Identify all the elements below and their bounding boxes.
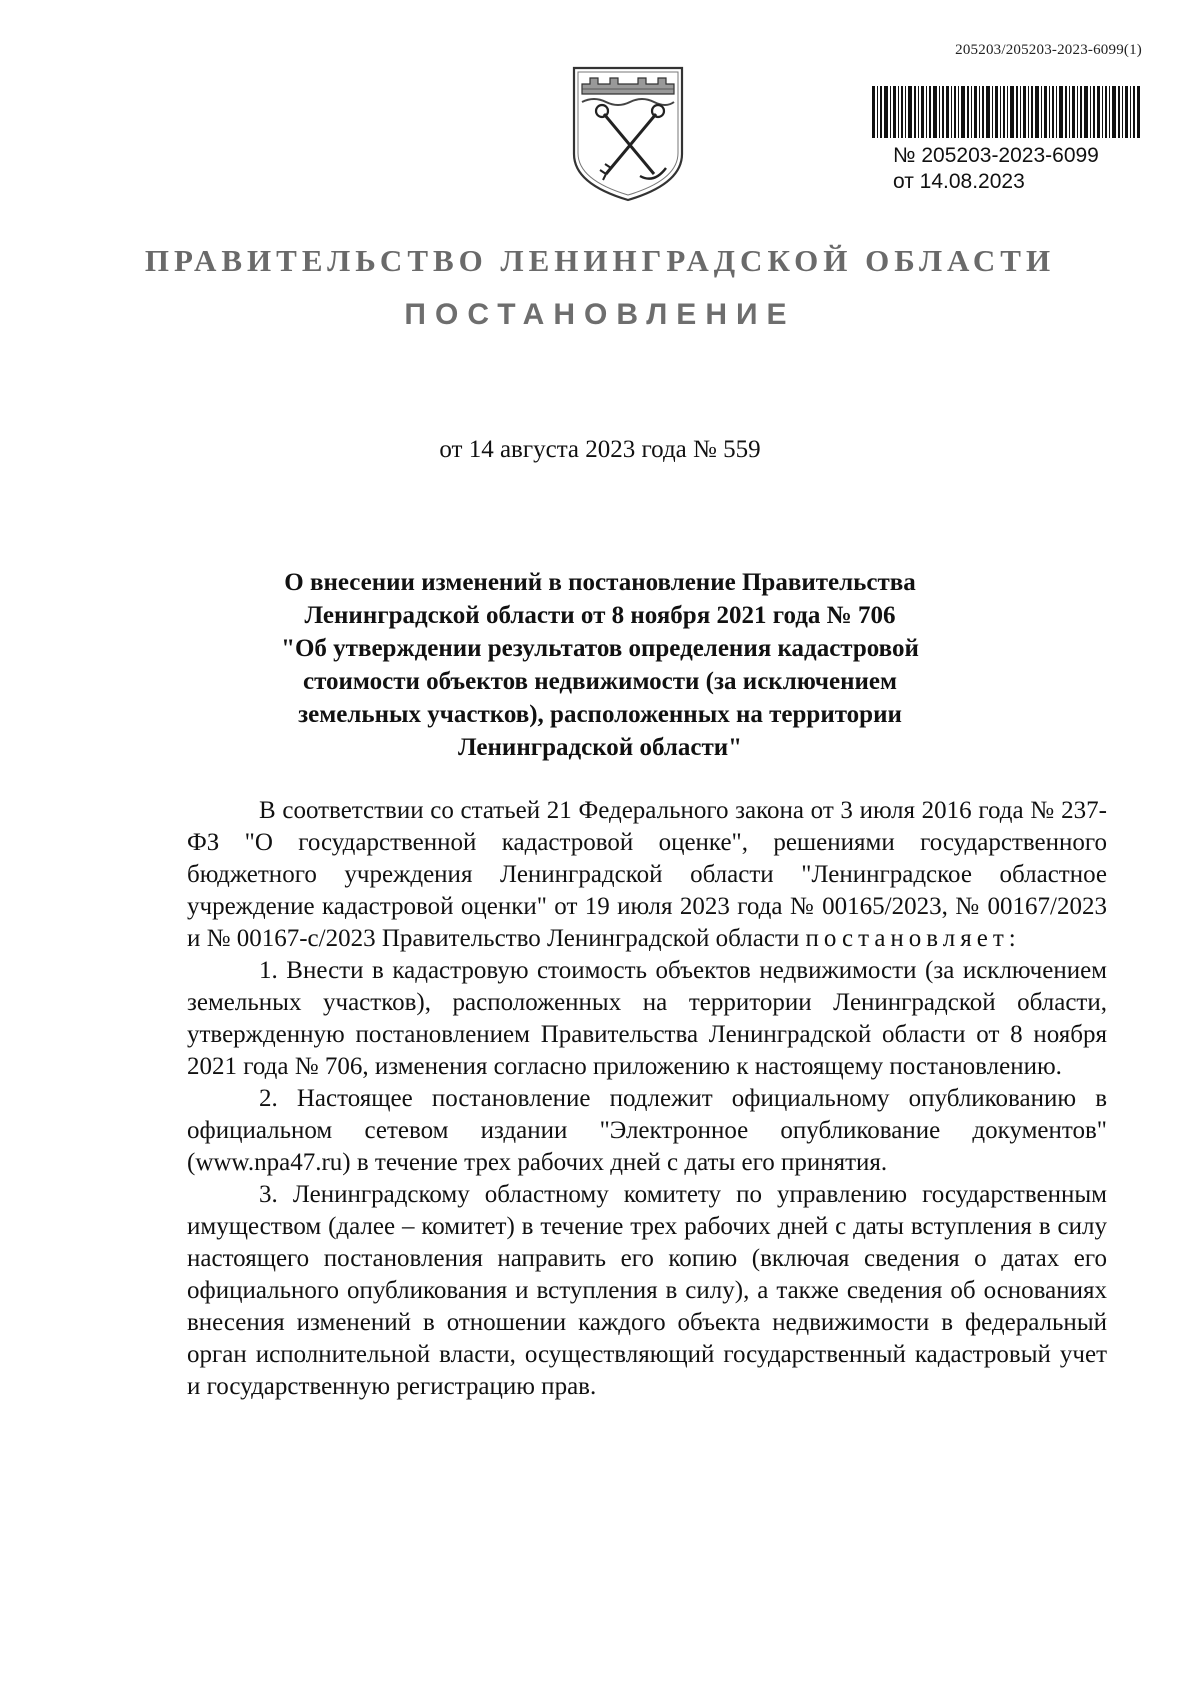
document-reference: 205203/205203-2023-6099(1) — [955, 42, 1142, 58]
subject-line: О внесении изменений в постановление Правительства — [284, 569, 916, 596]
registration-block — [893, 143, 1099, 195]
item-2-paragraph: 2. Настоящее постановление подлежит официальному опубликованию в официальном сетевом издании "Электронное опубликование документов" (www.npa47.ru) в течение трех рабочих дней с даты его принятия. — [187, 1085, 1107, 1176]
subject-line: Ленинградской области" — [457, 734, 743, 761]
document-subject — [210, 566, 990, 764]
government-title: ПРАВИТЕЛЬСТВО ЛЕНИНГРАДСКОЙ ОБЛАСТИ — [144, 243, 1056, 278]
registration-date: от 14.08.2023 — [893, 170, 1025, 193]
document-date-number: от 14 августа 2023 года № 559 — [439, 436, 761, 463]
subject-line: "Об утверждении результатов определения кадастровой — [281, 635, 919, 662]
document-kind: ПОСТАНОВЛЕНИЕ — [404, 298, 796, 331]
barcode-icon — [872, 86, 1140, 138]
subject-line: земельных участков), расположенных на территории — [298, 701, 902, 728]
leningrad-oblast-coat-of-arms-icon — [570, 58, 686, 202]
resolves-word: постановляет: — [805, 925, 1021, 952]
document-body — [187, 795, 1107, 1403]
preamble-text: В соответствии со статьей 21 Федерального закона от 3 июля 2016 года № 237-ФЗ "О государственной кадастровой оценке", решениями государственного бюджетного учреждения Ленинградской области "Ленинградское областное учреждение кадастровой оценки" от 19 июля 2023 года № 00165/2023, № 00167/2023 и № 00167-с/2023 Правительство Ленинградской области — [187, 797, 1107, 952]
preamble-paragraph — [187, 795, 1107, 955]
item-1-paragraph: 1. Внести в кадастровую стоимость объектов недвижимости (за исключением земельных участков), расположенных на территории Ленинградской области, утвержденную постановлением Правительства Ленинградской области от 8 ноября 2021 года № 706, изменения согласно приложению к настоящему постановлению. — [187, 957, 1107, 1080]
registration-number: № 205203-2023-6099 — [893, 144, 1099, 167]
subject-line: Ленинградской области от 8 ноября 2021 года № 706 — [304, 602, 896, 629]
item-3-paragraph: 3. Ленинградскому областному комитету по управлению государственным имуществом (далее – комитет) в течение трех рабочих дней с даты вступления в силу настоящего постановления направить его копию (включая сведения о датах его официального опубликования и вступления в силу), а также сведения об основаниях внесения изменений в отношении каждого объекта недвижимости в федеральный орган исполнительной власти, осуществляющий государственный кадастровый учет и государственную регистрацию прав. — [187, 1181, 1107, 1400]
subject-line: стоимости объектов недвижимости (за исключением — [302, 668, 898, 695]
